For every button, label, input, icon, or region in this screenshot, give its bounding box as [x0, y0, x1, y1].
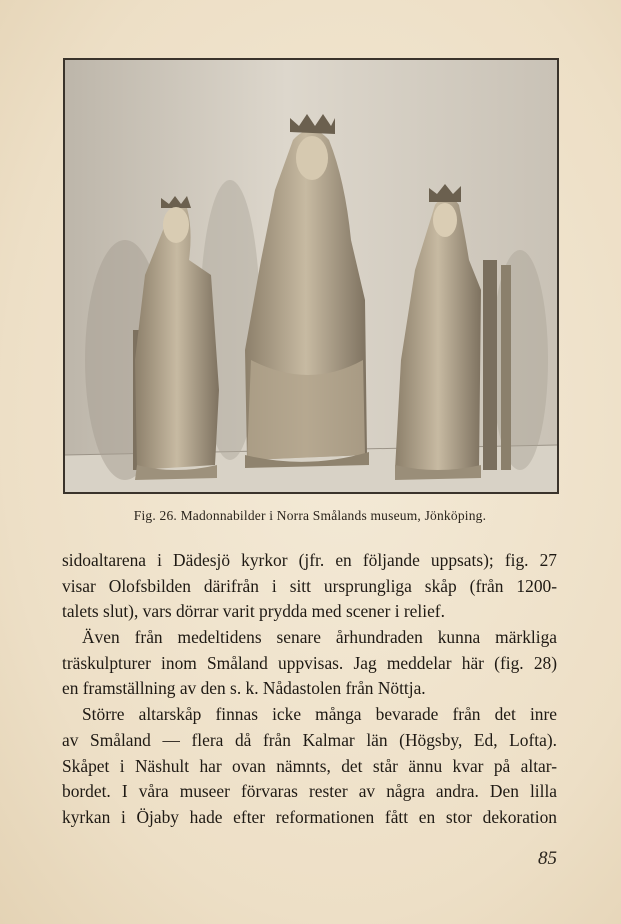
text-line: talets slut), vars dörrar varit prydda med scener i relief. [62, 601, 445, 622]
text-line: av Småland — flera då från Kalmar län (Högsby, Ed, Lofta). [62, 729, 557, 750]
text-line: visar Olofsbilden därifrån i sitt ursprungliga skåp (från 1200- [62, 575, 557, 596]
text-line: träskulpturer inom Småland uppvisas. Jag meddelar här (fig. 28) [62, 652, 557, 673]
madonna-sculptures-photo [65, 60, 557, 492]
text-line: Större altarskåp finnas icke många bevarade från det inre [82, 704, 557, 725]
text-line: sidoaltarena i Dädesjö kyrkor (jfr. en följande uppsats); fig. 27 [62, 550, 557, 570]
body-text [62, 548, 557, 831]
figure-photo [63, 58, 559, 494]
text-line: bordet. I våra museer förvaras rester av några andra. Den lilla [62, 781, 557, 802]
text-line: en framställning av den s. k. Nådastolen från Nöttja. [62, 678, 426, 699]
text-line: Skåpet i Näshult har ovan nämnts, det står ännu kvar på altar- [62, 755, 557, 776]
page-number: 85 [538, 848, 557, 869]
figure-caption: Fig. 26. Madonnabilder i Norra Smålands museum, Jönköping. [133, 508, 487, 523]
text-line: Även från medeltidens senare århundraden kunna märkliga [82, 627, 557, 648]
text-line: kyrkan i Öjaby hade efter reformationen fått en stor dekoration [62, 806, 557, 827]
